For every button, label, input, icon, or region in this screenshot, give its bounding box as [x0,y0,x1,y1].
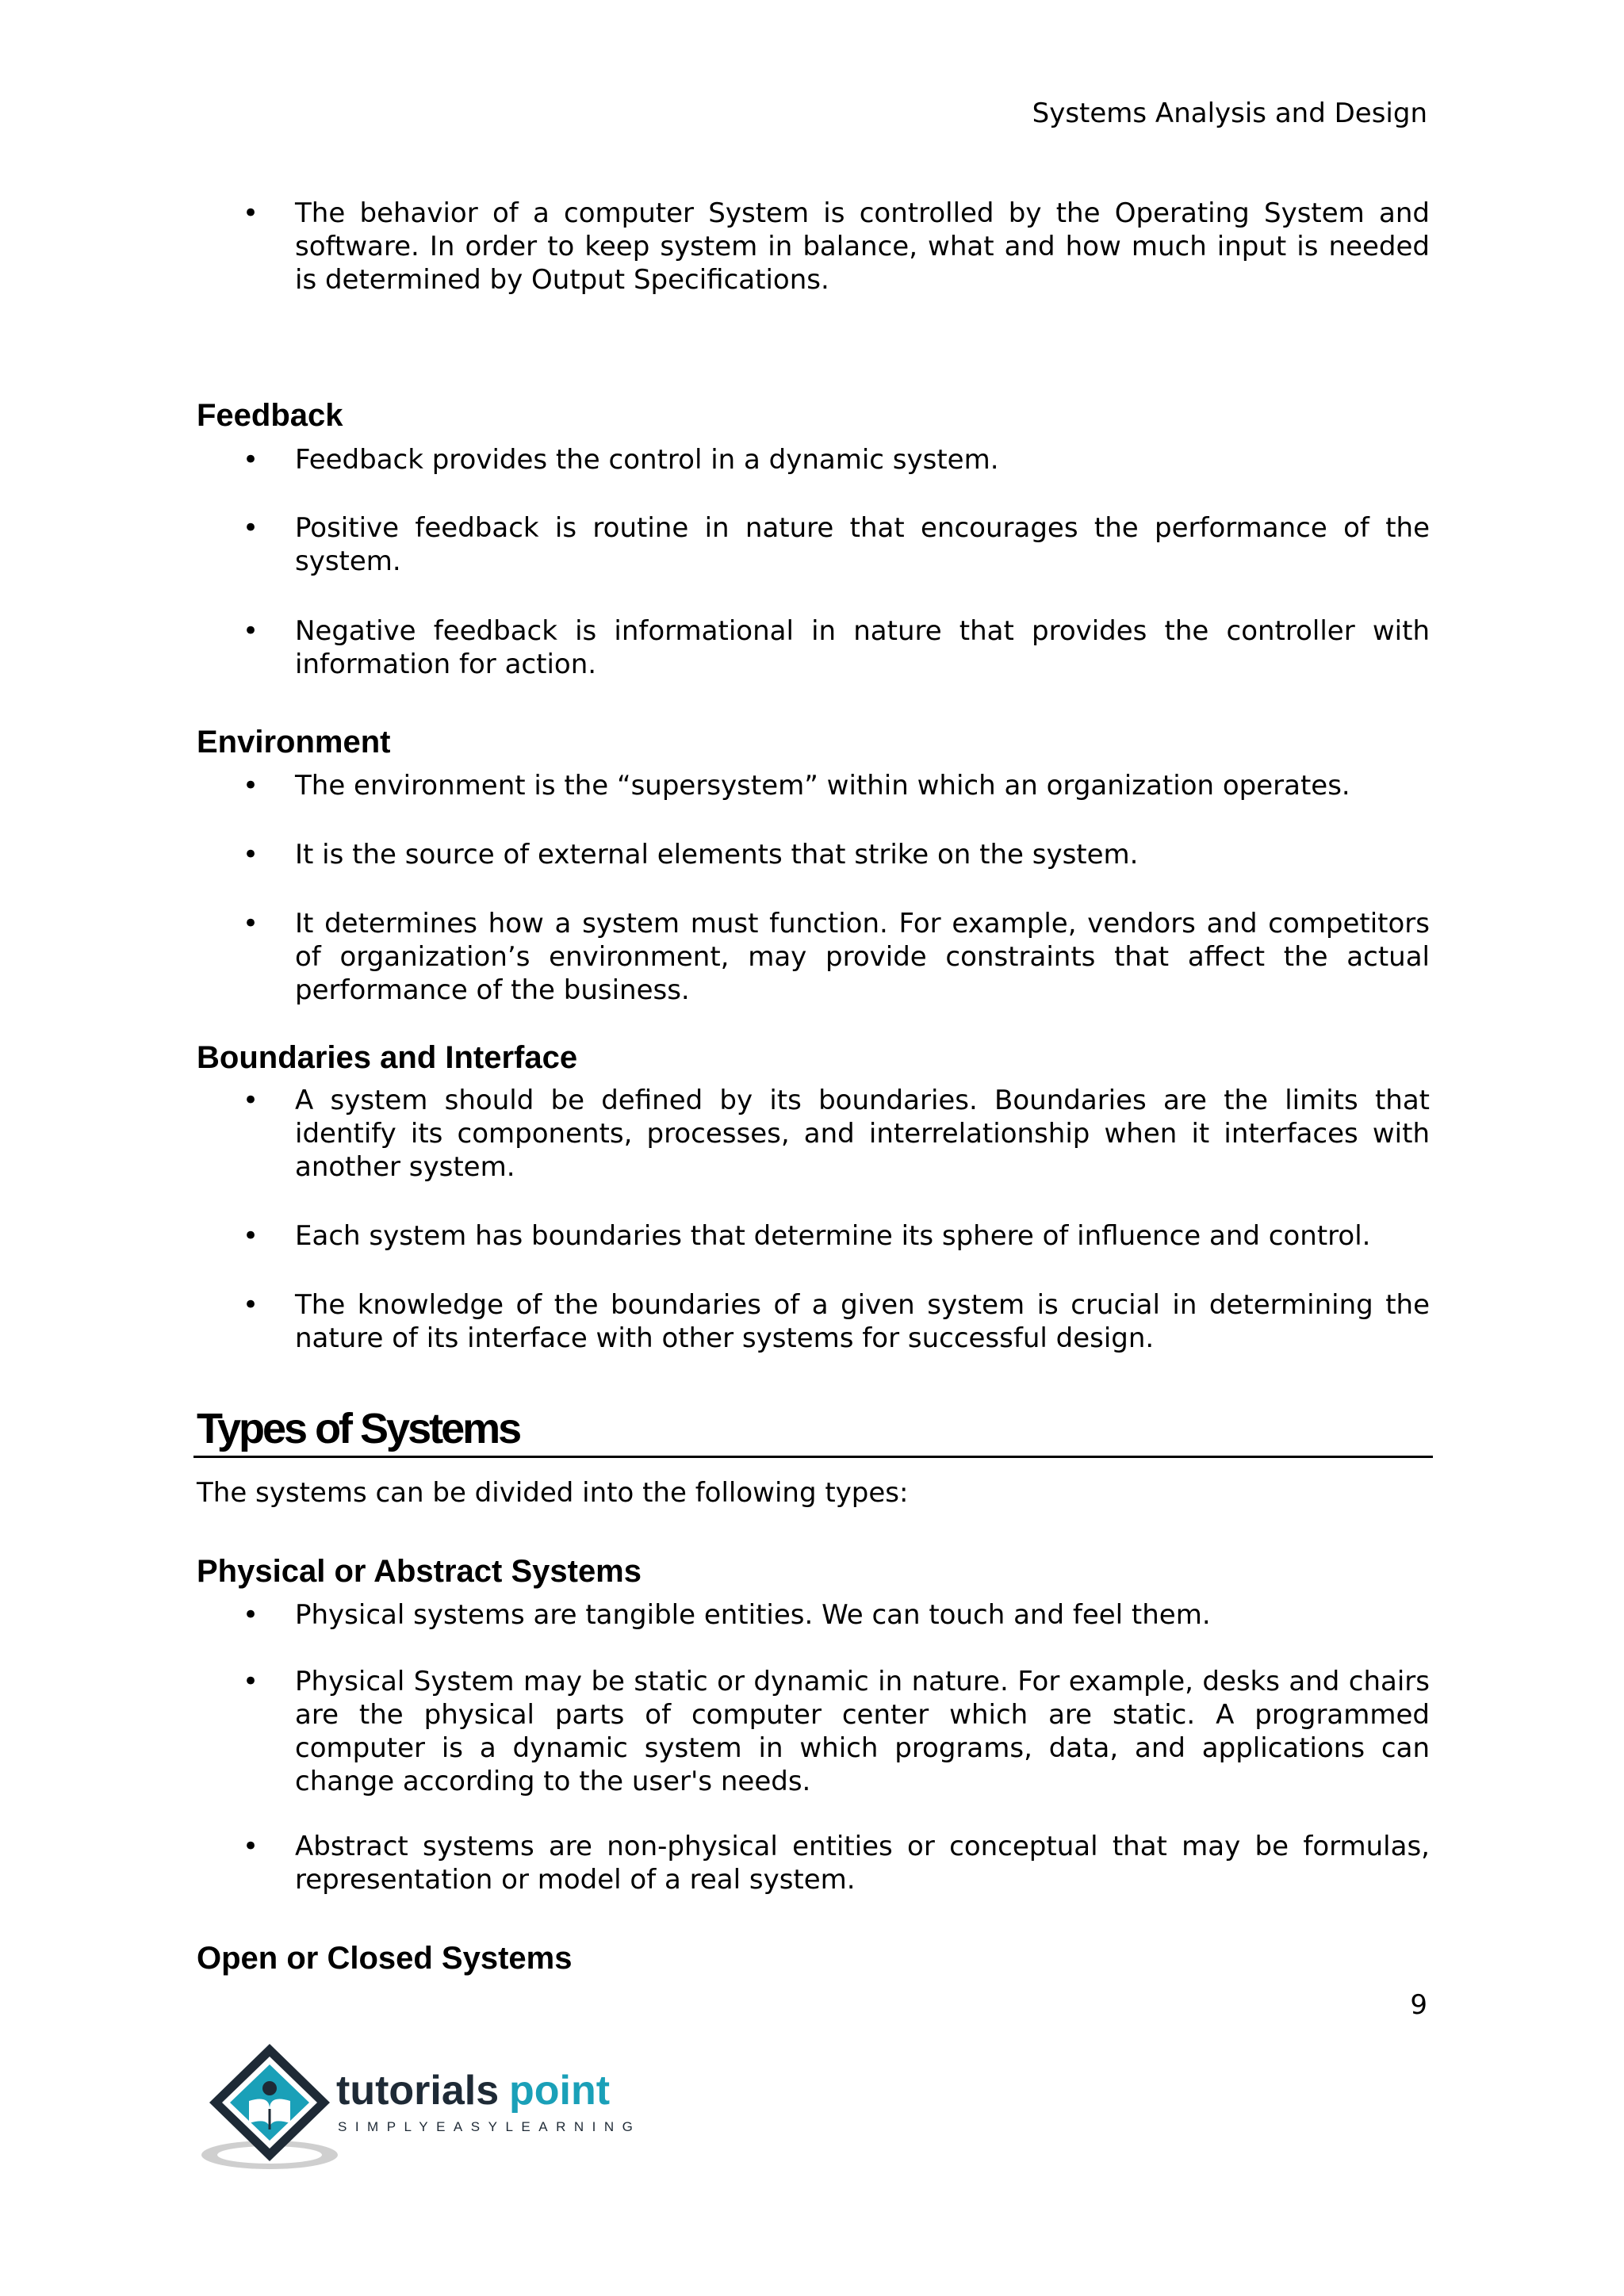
list-item-text: A system should be defined by its boundaries. Boundaries are the limits that identify its components, processes, and interrelationship when it interfaces with another system. [295,1085,1430,1183]
bullet-dot-icon: • [243,1289,259,1321]
list-item-text: It is the source of external elements that strike on the system. [295,839,1139,871]
logo-tagline: SIMPLYEASYLEARNING [338,2119,642,2134]
bullet-dot-icon: • [243,1220,259,1252]
list-item-text: Negative feedback is informational in nature that provides the controller with information for action. [295,615,1430,680]
section-intro-text: The systems can be divided into the following types: [197,1477,909,1509]
section-heading-environment: Environment [197,725,391,760]
list-item [197,769,1430,802]
bullet-dot-icon: • [243,197,259,229]
list-item-text: Physical systems are tangible entities. We can touch and feel them. [295,1599,1211,1631]
bullet-dot-icon: • [243,444,259,476]
list-item-text: It determines how a system must function. For example, vendors and competitors of organization’s environment, may provide constraints that affect the actual performance of the business. [295,908,1430,1006]
list-item-text: Feedback provides the control in a dynamic system. [295,444,999,476]
section-heading-physical-abstract: Physical or Abstract Systems [197,1554,642,1589]
bullet-dot-icon: • [243,512,259,544]
bullet-dot-icon: • [243,1599,259,1631]
logo-wordmark-tutorials: tutorials [336,2068,500,2114]
list-item [197,614,1430,681]
list-item-text: Positive feedback is routine in nature that encourages the performance of the system. [295,512,1430,577]
section-heading-open-closed: Open or Closed Systems [197,1941,573,1976]
tutorialspoint-logo-icon [193,2036,669,2179]
running-header-title: Systems Analysis and Design [1032,98,1427,129]
list-item [197,1288,1430,1355]
list-item-text: The environment is the “supersystem” within which an organization operates. [295,770,1350,802]
list-item [197,197,1430,297]
list-item-text: Physical System may be static or dynamic in nature. For example, desks and chairs are the physical parts of computer center which are static. A programmed computer is a dynamic system in which programs, data, and applications can change according to the user's needs. [295,1666,1430,1797]
logo-wordmark-point: point [509,2068,611,2114]
list-item [197,1665,1430,1798]
list-item-text: Abstract systems are non-physical entities or conceptual that may be formulas, representation or model of a real system. [295,1831,1430,1896]
bullet-dot-icon: • [243,770,259,802]
bullet-dot-icon: • [243,1666,259,1697]
section-heading-feedback: Feedback [197,398,343,433]
page-number: 9 [1410,1989,1427,2021]
bullet-dot-icon: • [243,908,259,939]
list-item-text: The behavior of a computer System is controlled by the Operating System and software. In order to keep system in balance, what and how much input is needed is determined by Output Specifications. [295,197,1430,296]
list-item [197,443,1430,476]
section-title-types-of-systems: Types of Systems [193,1405,1433,1458]
list-item [197,1084,1430,1184]
bullet-dot-icon: • [243,1831,259,1862]
list-item [197,1219,1430,1253]
list-item [197,838,1430,871]
bullet-dot-icon: • [243,1085,259,1116]
list-item [197,1598,1430,1632]
bullet-dot-icon: • [243,839,259,871]
list-item-text: Each system has boundaries that determine its sphere of influence and control. [295,1220,1371,1252]
list-item-text: The knowledge of the boundaries of a given system is crucial in determining the nature of its interface with other systems for successful design. [295,1289,1430,1354]
bullet-dot-icon: • [243,615,259,647]
list-item [197,1830,1430,1896]
section-heading-boundaries: Boundaries and Interface [197,1040,578,1075]
list-item [197,511,1430,578]
list-item [197,907,1430,1007]
